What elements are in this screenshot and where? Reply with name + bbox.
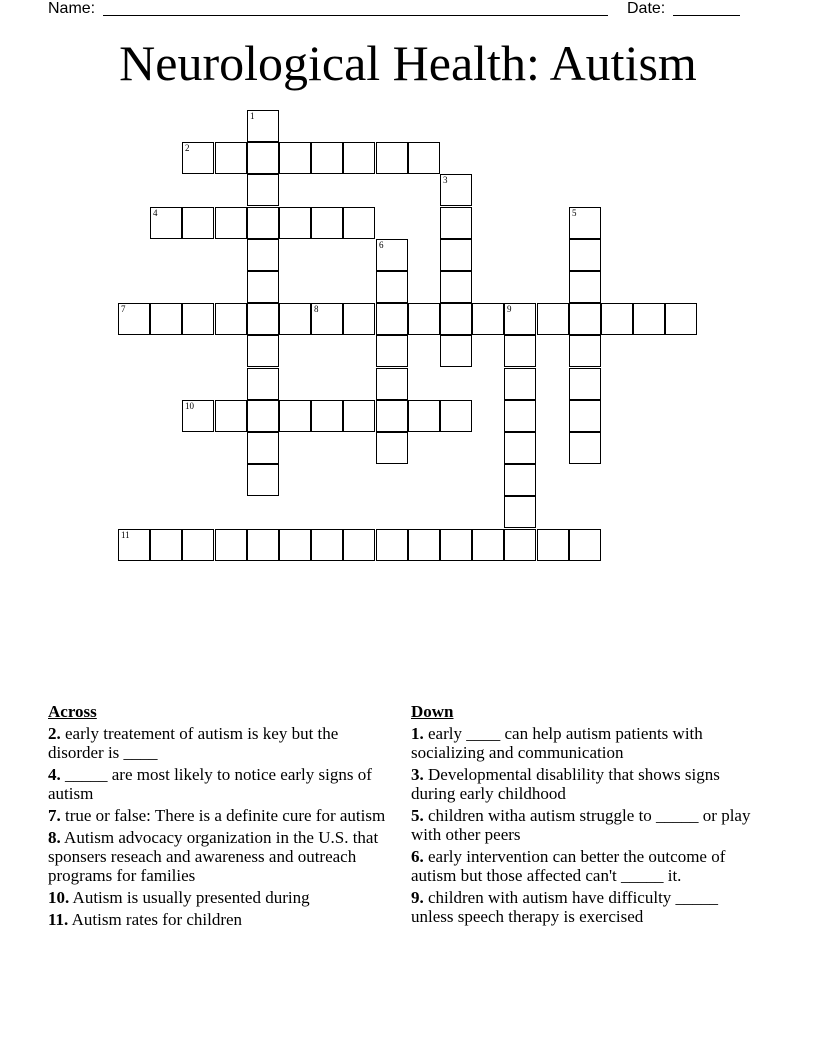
grid-cell[interactable]: [376, 303, 408, 335]
clue-text: early treatement of autism is key but the disorder is ____: [48, 724, 339, 762]
grid-cell[interactable]: [247, 239, 279, 271]
grid-cell[interactable]: [247, 368, 279, 400]
grid-cell[interactable]: [247, 335, 279, 367]
grid-cell[interactable]: [182, 303, 214, 335]
grid-cell[interactable]: [343, 400, 375, 432]
grid-cell[interactable]: [343, 207, 375, 239]
grid-cell[interactable]: [569, 335, 601, 367]
grid-cell[interactable]: [150, 303, 182, 335]
clue-number: 4: [153, 208, 158, 218]
down-clue-list: [411, 724, 761, 926]
clue-number: 11: [121, 530, 130, 540]
grid-cell[interactable]: [247, 174, 279, 206]
across-clue: [48, 910, 388, 929]
clue-number-label: 10.: [48, 888, 70, 907]
down-clue: [411, 888, 761, 926]
grid-cell[interactable]: [215, 529, 247, 561]
grid-cell[interactable]: [440, 207, 472, 239]
grid-cell[interactable]: [665, 303, 697, 335]
grid-cell[interactable]: [408, 400, 440, 432]
grid-cell[interactable]: [311, 529, 343, 561]
grid-cell[interactable]: [504, 303, 536, 335]
clue-text: true or false: There is a definite cure for autism: [60, 806, 386, 825]
grid-cell[interactable]: [472, 529, 504, 561]
grid-cell[interactable]: [537, 303, 569, 335]
grid-cell[interactable]: [118, 529, 150, 561]
grid-cell[interactable]: [247, 142, 279, 174]
grid-cell[interactable]: [569, 239, 601, 271]
grid-cell[interactable]: [504, 464, 536, 496]
grid-cell[interactable]: [504, 496, 536, 528]
grid-cell[interactable]: [150, 207, 182, 239]
grid-cell[interactable]: [247, 110, 279, 142]
clue-number: 3: [443, 175, 448, 185]
grid-cell[interactable]: [633, 303, 665, 335]
clue-number-label: 8.: [48, 828, 61, 847]
down-clue: [411, 847, 761, 885]
grid-cell[interactable]: [279, 400, 311, 432]
grid-cell[interactable]: [182, 529, 214, 561]
clue-number-label: 3.: [411, 765, 424, 784]
clue-number-label: 2.: [48, 724, 61, 743]
grid-cell[interactable]: [569, 303, 601, 335]
grid-cell[interactable]: [376, 400, 408, 432]
grid-cell[interactable]: [601, 303, 633, 335]
clue-number: 8: [314, 304, 319, 314]
grid-cell[interactable]: [343, 529, 375, 561]
clue-number: 1: [250, 111, 255, 121]
grid-cell[interactable]: [440, 335, 472, 367]
grid-cell[interactable]: [472, 303, 504, 335]
grid-cell[interactable]: [376, 529, 408, 561]
grid-cell[interactable]: [537, 529, 569, 561]
grid-cell[interactable]: [504, 335, 536, 367]
clue-number-label: 7.: [48, 806, 61, 825]
grid-cell[interactable]: [182, 142, 214, 174]
grid-cell[interactable]: [279, 142, 311, 174]
grid-cell[interactable]: [504, 529, 536, 561]
grid-cell[interactable]: [150, 529, 182, 561]
across-clues: [48, 702, 388, 932]
clue-number: 10: [185, 401, 194, 411]
grid-cell[interactable]: [569, 400, 601, 432]
puzzle-title: Neurological Health: Autism: [119, 35, 697, 91]
grid-cell[interactable]: [215, 142, 247, 174]
grid-cell[interactable]: [247, 400, 279, 432]
clue-number: 6: [379, 240, 384, 250]
name-label: Name:: [48, 0, 96, 17]
grid-cell[interactable]: [279, 529, 311, 561]
date-label: Date:: [627, 0, 666, 17]
clue-text: children with autism have difficulty _____ unless speech therapy is exercised: [411, 888, 719, 926]
across-clue-list: [48, 724, 388, 929]
clue-text: early intervention can better the outcome of autism but those affected can't _____ it.: [411, 847, 726, 885]
grid-cell[interactable]: [376, 368, 408, 400]
across-clue: [48, 888, 388, 907]
grid-cell[interactable]: [440, 400, 472, 432]
clue-text: early ____ can help autism patients with socializing and communication: [411, 724, 703, 762]
grid-cell[interactable]: [311, 303, 343, 335]
down-clue: [411, 765, 761, 803]
grid-cell[interactable]: [247, 432, 279, 464]
grid-cell[interactable]: [440, 239, 472, 271]
grid-cell[interactable]: [343, 303, 375, 335]
grid-cell[interactable]: [408, 529, 440, 561]
grid-cell[interactable]: [408, 142, 440, 174]
clue-text: Autism rates for children: [68, 910, 243, 929]
grid-cell[interactable]: [182, 207, 214, 239]
grid-cell[interactable]: [440, 271, 472, 303]
clue-number: 7: [121, 304, 126, 314]
grid-cell[interactable]: [247, 271, 279, 303]
clue-number: 9: [507, 304, 512, 314]
clue-text: Autism is usually presented during: [69, 888, 310, 907]
grid-cell[interactable]: [408, 303, 440, 335]
clue-number-label: 6.: [411, 847, 424, 866]
grid-cell[interactable]: [247, 303, 279, 335]
grid-cell[interactable]: [247, 207, 279, 239]
clue-number-label: 5.: [411, 806, 424, 825]
grid-cell[interactable]: [376, 335, 408, 367]
grid-cell[interactable]: [440, 529, 472, 561]
grid-cell[interactable]: [569, 368, 601, 400]
clue-text: Autism advocacy organization in the U.S. that sponsers reseach and awareness and outreach programs for families: [48, 828, 379, 885]
grid-cell[interactable]: [279, 207, 311, 239]
grid-cell[interactable]: [569, 271, 601, 303]
grid-cell[interactable]: [311, 142, 343, 174]
grid-cell[interactable]: [440, 174, 472, 206]
grid-cell[interactable]: [504, 432, 536, 464]
grid-cell[interactable]: [440, 303, 472, 335]
across-clue: [48, 828, 388, 885]
grid-cell[interactable]: [569, 529, 601, 561]
grid-cell[interactable]: [504, 400, 536, 432]
across-heading: Across: [48, 702, 97, 721]
clue-number: 2: [185, 143, 190, 153]
down-heading: Down: [411, 702, 454, 721]
down-clue: [411, 724, 761, 762]
grid-cell[interactable]: [569, 432, 601, 464]
clue-number-label: 4.: [48, 765, 61, 784]
grid-cell[interactable]: [182, 400, 214, 432]
grid-cell[interactable]: [215, 303, 247, 335]
clue-number-label: 11.: [48, 910, 69, 929]
down-clue: [411, 806, 761, 844]
grid-cell[interactable]: [504, 368, 536, 400]
grid-cell[interactable]: [247, 529, 279, 561]
across-clue: [48, 765, 388, 803]
across-clue: [48, 806, 388, 825]
clue-number: 5: [572, 208, 577, 218]
grid-cell[interactable]: [376, 142, 408, 174]
grid-cell[interactable]: [215, 207, 247, 239]
across-clue: [48, 724, 388, 762]
clue-number-label: 9.: [411, 888, 424, 907]
grid-cell[interactable]: [118, 303, 150, 335]
grid-cell[interactable]: [376, 432, 408, 464]
grid-cell[interactable]: [376, 239, 408, 271]
down-clues: [411, 702, 761, 929]
grid-cell[interactable]: [376, 271, 408, 303]
clue-text: children witha autism struggle to _____ or play with other peers: [411, 806, 751, 844]
clue-text: _____ are most likely to notice early signs of autism: [48, 765, 372, 803]
clue-text: Developmental disablility that shows signs during early childhood: [411, 765, 720, 803]
grid-cell[interactable]: [279, 303, 311, 335]
grid-cell[interactable]: [215, 400, 247, 432]
grid-cell[interactable]: [311, 400, 343, 432]
grid-cell[interactable]: [569, 207, 601, 239]
grid-cell[interactable]: [343, 142, 375, 174]
clue-number-label: 1.: [411, 724, 424, 743]
grid-cell[interactable]: [247, 464, 279, 496]
grid-cell[interactable]: [311, 207, 343, 239]
